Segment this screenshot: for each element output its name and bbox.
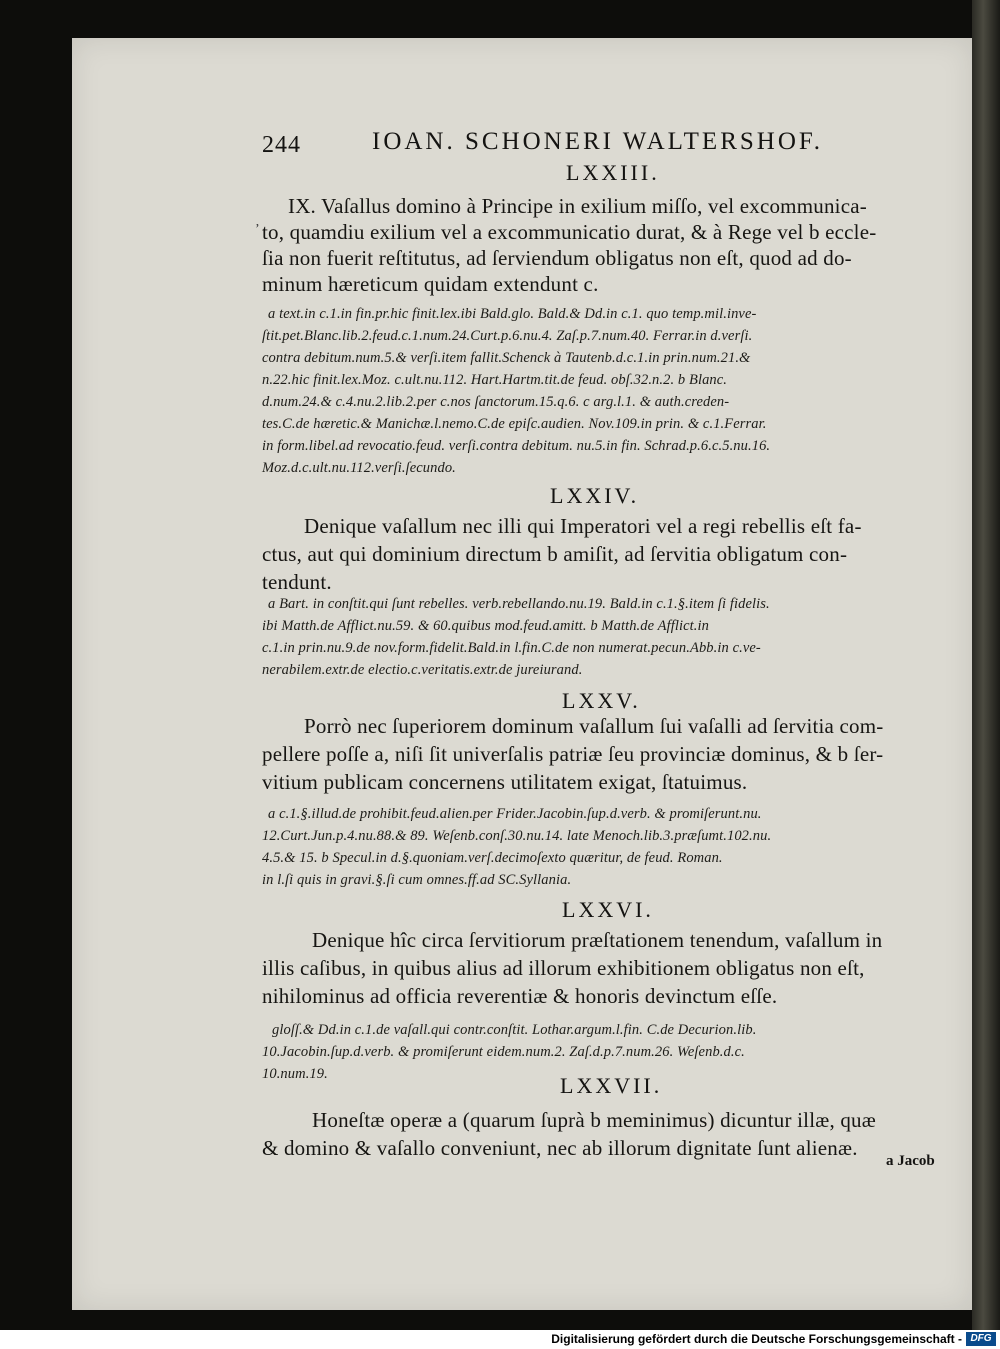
body-line: ſia non fuerit reſtitutus, ad ſerviendum obligatus non eſt, quod ad do- [262, 246, 852, 270]
footnote-line: Moz.d.c.ult.nu.112.verſi.ſecundo. [262, 460, 456, 476]
catchword: a Jacob [886, 1153, 935, 1169]
body-line: Porrò nec ſuperiorem dominum vaſallum ſui vaſalli ad ſervitia com- [304, 714, 884, 738]
footnote-line: 10.Jacobin.ſup.d.verb. & promiſerunt eidem.num.2. Zaſ.d.p.7.num.26. Weſenb.d.c. [262, 1044, 745, 1060]
footnote-line: in form.libel.ad revocatio.feud. verſi.contra debitum. nu.5.in fin. Schrad.p.6.c.5.nu.16. [262, 438, 771, 454]
running-title: IOAN. SCHONERI WALTERSHOF. [372, 128, 824, 155]
body-line: vitium publicam concernens utilitatem exigat, ſtatuimus. [262, 770, 748, 794]
page-number: 244 [262, 132, 301, 158]
body-line: illis caſibus, in quibus alius ad illorum exhibitionem obligatus non eſt, [262, 956, 865, 980]
footnote-line: tes.C.de hæretic.& Manichæ.l.nemo.C.de epiſc.audien. Nov.109.in prin. & c.1.Ferrar. [262, 416, 767, 432]
section-numeral: LXXVII. [560, 1073, 663, 1098]
footnote-line: 12.Curt.Jun.p.4.nu.88.& 89. Weſenb.conſ.30.nu.14. late Menoch.lib.3.præſumt.102.nu. [262, 828, 772, 844]
footnote-line: 4.5.& 15. b Specul.in d.§.quoniam.verſ.decimoſexto quæritur, de feud. Roman. [262, 850, 723, 866]
footnote-line: ſtit.pet.Blanc.lib.2.feud.c.1.num.24.Curt.p.6.nu.4. Zaſ.p.7.num.40. Ferrar.in d.verſi. [262, 328, 753, 344]
footnote-line: ibi Matth.de Afflict.nu.59. & 60.quibus mod.feud.amitt. b Matth.de Afflict.in [262, 618, 709, 634]
footnote-line: a Bart. in conſtit.qui ſunt rebelles. verb.rebellando.nu.19. Bald.in c.1.§.item ſi fidelis. [268, 596, 770, 612]
body-line: tendunt. [262, 570, 332, 594]
footnote-line: d.num.24.& c.4.nu.2.lib.2.per c.nos ſanctorum.15.q.6. c arg.l.1. & auth.creden- [262, 394, 730, 410]
footnote-line: c.1.in prin.nu.9.de nov.form.fidelit.Bald.in l.fin.C.de non numerat.pecun.Abb.in c.ve- [262, 640, 761, 656]
body-line: pellere poſſe a, niſi ſit univerſalis patriæ ſeu provinciæ dominus, & b ſer- [262, 742, 884, 766]
footnote-line: a c.1.§.illud.de prohibit.feud.alien.per Frider.Jacobin.ſup.d.verb. & promiſerunt.nu. [268, 806, 762, 822]
footnote-line: nerabilem.extr.de electio.c.veritatis.extr.de jureiurand. [262, 662, 583, 678]
body-line: Honeſtæ operæ a (quarum ſuprà b meminimus) dicuntur illæ, quæ [312, 1108, 876, 1132]
section-numeral: LXXVI. [562, 897, 654, 922]
footer-bar [0, 1330, 1000, 1349]
digitization-credit: Digitalisierung gefördert durch die Deutsche Forschungsgemeinschaft - [551, 1332, 962, 1346]
body-line: ctus, aut qui dominium directum b amiſit, ad ſervitia obligatum con- [262, 542, 848, 566]
body-line: & domino & vaſallo conveniunt, nec ab illorum dignitate ſunt alienæ. [262, 1136, 858, 1160]
footnote-line: in l.ſi quis in gravi.§.ſi cum omnes.ff.ad SC.Syllania. [262, 872, 572, 888]
dfg-logo-icon: DFG [966, 1332, 996, 1346]
body-line: IX. Vaſallus domino à Principe in exilium miſſo, vel excommunica- [288, 194, 867, 218]
body-line: to, quamdiu exilium vel a excommunicatio durat, & à Rege vel b eccle- [262, 220, 877, 244]
footnote-line: gloſſ.& Dd.in c.1.de vaſall.qui contr.conſtit. Lothar.argum.l.fin. C.de Decurion.lib. [272, 1022, 757, 1038]
body-line: Denique hîc circa ſervitiorum præſtationem tenendum, vaſallum in [312, 928, 883, 952]
footnote-line: contra debitum.num.5.& verſi.item fallit.Schenck à Tautenb.d.c.1.in prin.num.21.& [262, 350, 751, 366]
book-spine [972, 0, 1000, 1330]
body-line: minum hæreticum quidam extendunt c. [262, 272, 599, 296]
footnote-line: n.22.hic finit.lex.Moz. c.ult.nu.112. Hart.Hartm.tit.de feud. obſ.32.n.2. b Blanc. [262, 372, 728, 388]
section-numeral: LXXIII. [566, 160, 660, 185]
margin-mark: ’ [255, 222, 260, 237]
body-line: Denique vaſallum nec illi qui Imperatori vel a regi rebellis eſt fa- [304, 514, 862, 538]
footnote-line: 10.num.19. [262, 1066, 328, 1082]
section-numeral: LXXV. [562, 688, 641, 713]
body-line: nihilominus ad officia reverentiæ & honoris devinctum eſſe. [262, 984, 778, 1008]
footnote-line: a text.in c.1.in fin.pr.hic finit.lex.ibi Bald.glo. Bald.& Dd.in c.1. quo temp.mil.inve- [268, 306, 757, 322]
section-numeral: LXXIV. [550, 483, 640, 508]
